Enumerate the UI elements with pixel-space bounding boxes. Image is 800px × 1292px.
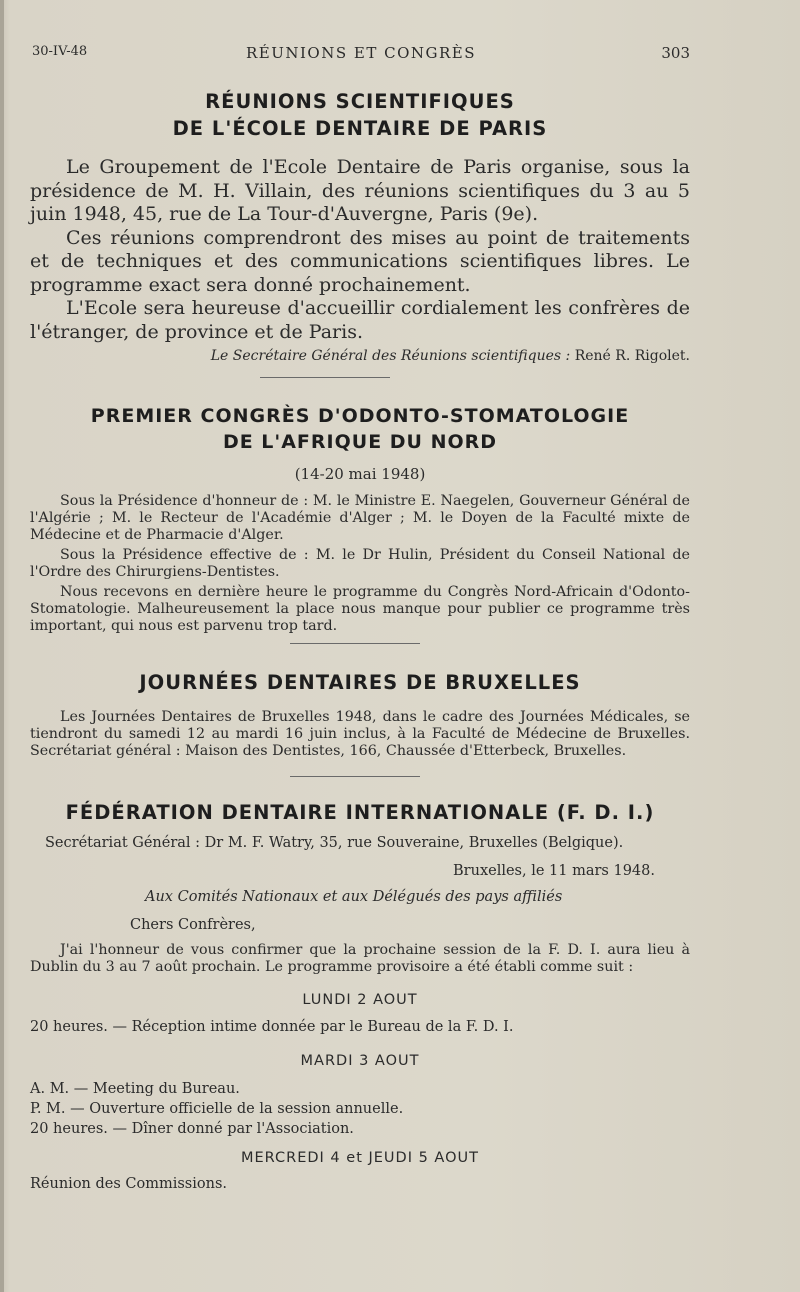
section2-paragraph-1: Sous la Présidence d'honneur de : M. le Ministre E. Naegelen, Gouverneur Général de l'Algérie ; M. le Recteur de l'Académie d'Alger ; M. le Doyen de la Faculté mixte de Médecine et de Pharmacie d'Alger. [30, 493, 690, 543]
signature-role: Le Secrétaire Général des Réunions scientifiques : [210, 348, 571, 364]
section3-title: JOURNÉES DENTAIRES DE BRUXELLES [139, 671, 581, 694]
section-divider [260, 377, 390, 378]
section2-title-line1: PREMIER CONGRÈS D'ODONTO-STOMATOLOGIE [90, 405, 630, 427]
section2-title [30, 403, 690, 455]
fdi-paragraph-1: J'ai l'honneur de vous confirmer que la prochaine session de la F. D. I. aura lieu à Dublin du 3 au 7 août prochain. Le programme provisoire a été établi comme suit : [30, 942, 690, 975]
day3-heading: MERCREDI 4 et JEUDI 5 AOUT [241, 1150, 479, 1166]
section-reunions-scientifiques [30, 88, 690, 364]
signature-name: René R. Rigolet. [574, 348, 690, 364]
section1-paragraph-3: L'Ecole sera heureuse d'accueillir cordialement les confrères de l'étranger, de province et de Paris. [30, 297, 690, 343]
schedule-item: A. M. — Meeting du Bureau. [30, 1081, 240, 1097]
section2-paragraph-3: Nous recevons en dernière heure le programme du Congrès Nord-Africain d'Odonto-Stomatologie. Malheureusement la place nous manque pour publier ce programme très important, qui nous est parvenu trop tard. [30, 584, 690, 634]
fdi-salutation: Chers Confrères, [130, 917, 256, 933]
section4-title: FÉDÉRATION DENTAIRE INTERNATIONALE (F. D. I.) [65, 801, 655, 824]
section3-body [30, 709, 690, 760]
section3-paragraph-1: Les Journées Dentaires de Bruxelles 1948, dans le cadre des Journées Médicales, se tiendront du samedi 12 au mardi 16 juin inclus, à la Faculté de Médecine de Bruxelles. Secrétariat général : Maison des Dentistes, 166, Chaussée d'Etterbeck, Bruxelles. [30, 709, 690, 759]
fdi-body [30, 942, 690, 976]
fdi-addressee: Aux Comités Nationaux et aux Délégués des pays affiliés [145, 889, 563, 905]
section1-body [30, 156, 690, 344]
section2-title-line2: DE L'AFRIQUE DU NORD [222, 431, 498, 453]
page-edge-shadow [0, 0, 4, 1292]
section-congres-afrique [30, 403, 690, 635]
section-divider [290, 643, 420, 644]
running-header [32, 44, 690, 66]
section1-title [30, 88, 690, 142]
section-fdi [30, 800, 690, 1192]
page-number: 303 [661, 44, 690, 62]
section1-paragraph-2: Ces réunions comprendront des mises au point de traitements et de techniques et des communications scientifiques libres. Le programme exact sera donné prochainement. [30, 226, 690, 296]
header-title: RÉUNIONS ET CONGRÈS [245, 44, 477, 62]
section1-paragraph-1: Le Groupement de l'Ecole Dentaire de Paris organise, sous la présidence de M. H. Villain, des réunions scientifiques du 3 au 5 juin 1948, 45, rue de La Tour-d'Auvergne, Paris (9e). [30, 156, 690, 225]
section2-dates: (14-20 mai 1948) [294, 465, 426, 483]
section1-title-line2: DE L'ÉCOLE DENTAIRE DE PARIS [172, 117, 548, 140]
day2-list [30, 1079, 690, 1139]
header-date: 30-IV-48 [32, 44, 88, 59]
fdi-dateline: Bruxelles, le 11 mars 1948. [453, 863, 655, 879]
day3-list [30, 1176, 690, 1192]
day2-heading: MARDI 3 AOUT [300, 1053, 420, 1069]
section1-signature [30, 348, 690, 364]
section2-body [30, 493, 690, 635]
section2-paragraph-2: Sous la Présidence effective de : M. le Dr Hulin, Président du Conseil National de l'Ordre des Chirurgiens-Dentistes. [30, 547, 690, 580]
schedule-item: 20 heures. — Réception intime donnée par le Bureau de la F. D. I. [30, 1019, 514, 1035]
day1-heading: LUNDI 2 AOUT [302, 992, 418, 1008]
section-journees-bruxelles [30, 670, 690, 760]
schedule-item: P. M. — Ouverture officielle de la session annuelle. [30, 1101, 404, 1117]
schedule-item: 20 heures. — Dîner donné par l'Association. [30, 1121, 354, 1137]
section-divider [290, 776, 420, 777]
fdi-secretariat: Secrétariat Général : Dr M. F. Watry, 35, rue Souveraine, Bruxelles (Belgique). [45, 835, 624, 851]
section1-title-line1: RÉUNIONS SCIENTIFIQUES [205, 90, 515, 113]
schedule-item: Réunion des Commissions. [30, 1176, 228, 1192]
day1-list [30, 1019, 690, 1035]
